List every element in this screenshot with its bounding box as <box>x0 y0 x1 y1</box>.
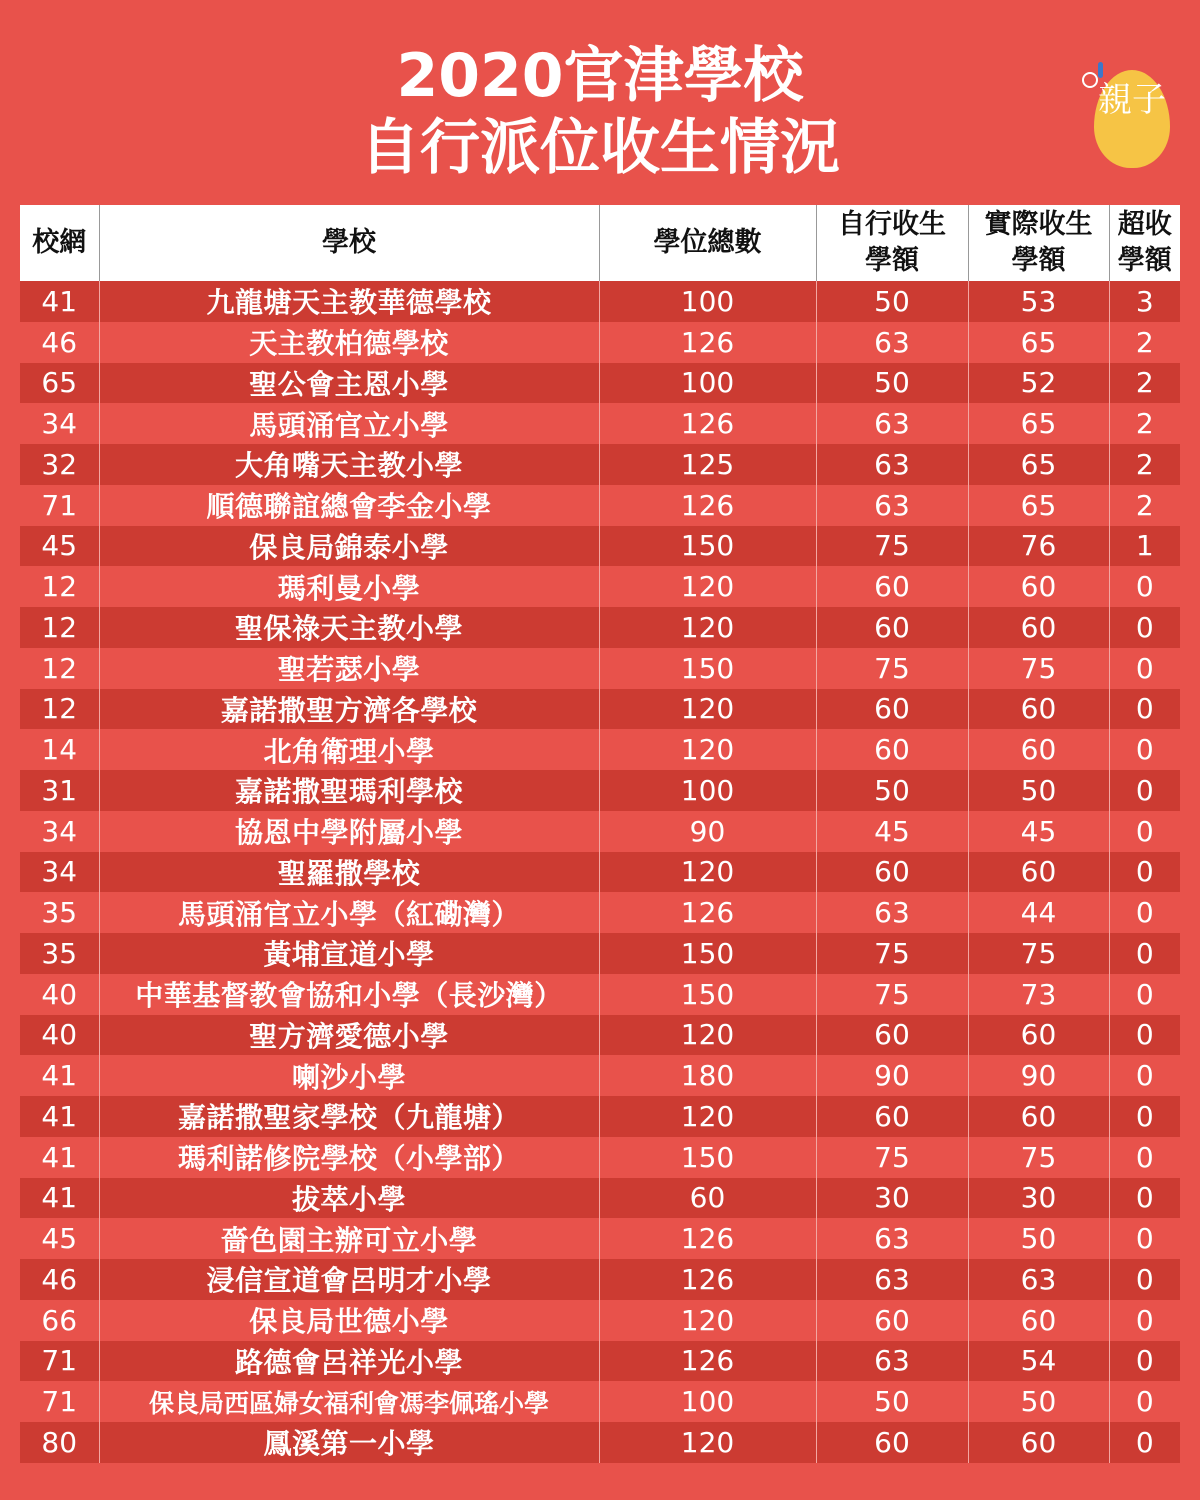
cell-discretionary-quota: 75 <box>816 526 968 567</box>
cell-total-places: 120 <box>599 1015 816 1056</box>
school-table <box>20 205 1180 1463</box>
cell-discretionary-quota: 75 <box>816 648 968 689</box>
cell-district: 41 <box>20 1137 99 1178</box>
header-district: 校網 <box>20 205 99 281</box>
cell-over-admitted: 2 <box>1109 322 1180 363</box>
cell-total-places: 120 <box>599 607 816 648</box>
table-row <box>20 1381 1180 1422</box>
cell-over-admitted: 0 <box>1109 689 1180 730</box>
logo-text: 親子 <box>1098 80 1166 120</box>
cell-total-places: 100 <box>599 1381 816 1422</box>
cell-over-admitted: 0 <box>1109 1422 1180 1463</box>
cell-discretionary-quota: 63 <box>816 1341 968 1382</box>
cell-over-admitted: 0 <box>1109 1096 1180 1137</box>
table-row <box>20 403 1180 444</box>
cell-total-places: 100 <box>599 363 816 404</box>
cell-school: 中華基督教會協和小學（長沙灣） <box>99 974 599 1015</box>
cell-over-admitted: 0 <box>1109 1341 1180 1382</box>
cell-total-places: 120 <box>599 1096 816 1137</box>
table-row <box>20 1055 1180 1096</box>
cell-over-admitted: 0 <box>1109 1218 1180 1259</box>
cell-school: 浸信宣道會呂明才小學 <box>99 1259 599 1300</box>
cell-over-admitted: 2 <box>1109 403 1180 444</box>
cell-discretionary-quota: 63 <box>816 444 968 485</box>
cell-total-places: 150 <box>599 974 816 1015</box>
table-row <box>20 363 1180 404</box>
cell-actual-admitted: 65 <box>968 403 1109 444</box>
cell-discretionary-quota: 60 <box>816 566 968 607</box>
cell-school: 馬頭涌官立小學 <box>99 403 599 444</box>
cell-discretionary-quota: 45 <box>816 811 968 852</box>
cell-district: 34 <box>20 852 99 893</box>
cell-over-admitted: 3 <box>1109 281 1180 322</box>
cell-district: 41 <box>20 1178 99 1219</box>
cell-district: 45 <box>20 526 99 567</box>
cell-discretionary-quota: 50 <box>816 770 968 811</box>
cell-school: 拔萃小學 <box>99 1178 599 1219</box>
cell-discretionary-quota: 75 <box>816 933 968 974</box>
cell-school: 聖方濟愛德小學 <box>99 1015 599 1056</box>
cell-district: 65 <box>20 363 99 404</box>
cell-district: 35 <box>20 933 99 974</box>
cell-total-places: 126 <box>599 892 816 933</box>
cell-actual-admitted: 60 <box>968 1422 1109 1463</box>
blue-dash-icon <box>1098 62 1103 78</box>
cell-district: 34 <box>20 403 99 444</box>
brand-logo <box>1080 62 1180 170</box>
cell-over-admitted: 0 <box>1109 1055 1180 1096</box>
cell-total-places: 120 <box>599 729 816 770</box>
table-row <box>20 444 1180 485</box>
cell-over-admitted: 0 <box>1109 933 1180 974</box>
cell-actual-admitted: 53 <box>968 281 1109 322</box>
cell-actual-admitted: 73 <box>968 974 1109 1015</box>
cell-discretionary-quota: 50 <box>816 1381 968 1422</box>
cell-district: 40 <box>20 974 99 1015</box>
cell-school: 馬頭涌官立小學（紅磡灣） <box>99 892 599 933</box>
cell-over-admitted: 0 <box>1109 566 1180 607</box>
header-school: 學校 <box>99 205 599 281</box>
page-title <box>0 40 1200 184</box>
cell-actual-admitted: 60 <box>968 566 1109 607</box>
cell-school: 保良局錦泰小學 <box>99 526 599 567</box>
cell-school: 嘉諾撒聖方濟各學校 <box>99 689 599 730</box>
cell-actual-admitted: 65 <box>968 444 1109 485</box>
cell-total-places: 60 <box>599 1178 816 1219</box>
cell-discretionary-quota: 50 <box>816 363 968 404</box>
table-row <box>20 689 1180 730</box>
cell-total-places: 125 <box>599 444 816 485</box>
header-over-admitted: 超收 學額 <box>1109 205 1180 281</box>
cell-total-places: 100 <box>599 770 816 811</box>
title-line-1: 2020官津學校 <box>396 41 804 111</box>
cell-over-admitted: 0 <box>1109 607 1180 648</box>
cell-total-places: 126 <box>599 322 816 363</box>
cell-discretionary-quota: 60 <box>816 689 968 730</box>
cell-discretionary-quota: 63 <box>816 403 968 444</box>
cell-over-admitted: 0 <box>1109 770 1180 811</box>
cell-discretionary-quota: 63 <box>816 485 968 526</box>
cell-total-places: 150 <box>599 1137 816 1178</box>
cell-over-admitted: 2 <box>1109 485 1180 526</box>
cell-total-places: 150 <box>599 526 816 567</box>
cell-total-places: 126 <box>599 403 816 444</box>
cell-school: 喇沙小學 <box>99 1055 599 1096</box>
cell-actual-admitted: 75 <box>968 933 1109 974</box>
cell-actual-admitted: 54 <box>968 1341 1109 1382</box>
cell-school: 路德會呂祥光小學 <box>99 1341 599 1382</box>
cell-district: 46 <box>20 1259 99 1300</box>
table-row <box>20 1137 1180 1178</box>
cell-school: 聖若瑟小學 <box>99 648 599 689</box>
cell-total-places: 180 <box>599 1055 816 1096</box>
cell-discretionary-quota: 60 <box>816 1422 968 1463</box>
cell-actual-admitted: 60 <box>968 1300 1109 1341</box>
cell-total-places: 90 <box>599 811 816 852</box>
cell-discretionary-quota: 60 <box>816 852 968 893</box>
cell-district: 80 <box>20 1422 99 1463</box>
table-row <box>20 648 1180 689</box>
cell-actual-admitted: 65 <box>968 322 1109 363</box>
cell-school: 嗇色園主辦可立小學 <box>99 1218 599 1259</box>
table-row <box>20 485 1180 526</box>
cell-actual-admitted: 60 <box>968 607 1109 648</box>
cell-discretionary-quota: 30 <box>816 1178 968 1219</box>
cell-discretionary-quota: 63 <box>816 1218 968 1259</box>
cell-discretionary-quota: 63 <box>816 322 968 363</box>
cell-total-places: 126 <box>599 1259 816 1300</box>
cell-district: 40 <box>20 1015 99 1056</box>
cell-actual-admitted: 90 <box>968 1055 1109 1096</box>
cell-school: 瑪利諾修院學校（小學部） <box>99 1137 599 1178</box>
table-row <box>20 526 1180 567</box>
cell-total-places: 120 <box>599 852 816 893</box>
header-discretionary-quota: 自行收生 學額 <box>816 205 968 281</box>
cell-total-places: 126 <box>599 1341 816 1382</box>
cell-district: 41 <box>20 1055 99 1096</box>
cell-discretionary-quota: 75 <box>816 974 968 1015</box>
cell-total-places: 150 <box>599 933 816 974</box>
cell-district: 32 <box>20 444 99 485</box>
cell-actual-admitted: 65 <box>968 485 1109 526</box>
cell-over-admitted: 0 <box>1109 1381 1180 1422</box>
table-body <box>20 281 1180 1463</box>
cell-school: 鳳溪第一小學 <box>99 1422 599 1463</box>
cell-district: 46 <box>20 322 99 363</box>
cell-district: 71 <box>20 1381 99 1422</box>
cell-actual-admitted: 63 <box>968 1259 1109 1300</box>
cell-school: 嘉諾撒聖家學校（九龍塘） <box>99 1096 599 1137</box>
cell-actual-admitted: 60 <box>968 729 1109 770</box>
cell-total-places: 126 <box>599 1218 816 1259</box>
cell-school: 保良局世德小學 <box>99 1300 599 1341</box>
table-row <box>20 1096 1180 1137</box>
cell-over-admitted: 0 <box>1109 811 1180 852</box>
cell-over-admitted: 1 <box>1109 526 1180 567</box>
cell-district: 12 <box>20 648 99 689</box>
cell-actual-admitted: 50 <box>968 1218 1109 1259</box>
cell-actual-admitted: 50 <box>968 770 1109 811</box>
table-row <box>20 729 1180 770</box>
cell-school: 天主教柏德學校 <box>99 322 599 363</box>
cell-school: 瑪利曼小學 <box>99 566 599 607</box>
cell-total-places: 126 <box>599 485 816 526</box>
table-row <box>20 852 1180 893</box>
cell-district: 41 <box>20 1096 99 1137</box>
cell-over-admitted: 0 <box>1109 852 1180 893</box>
cell-district: 45 <box>20 1218 99 1259</box>
cell-district: 12 <box>20 689 99 730</box>
cell-school: 保良局西區婦女福利會馮李佩瑤小學 <box>99 1381 599 1422</box>
cell-district: 66 <box>20 1300 99 1341</box>
table-row <box>20 1422 1180 1463</box>
table-row <box>20 974 1180 1015</box>
cell-total-places: 100 <box>599 281 816 322</box>
cell-actual-admitted: 50 <box>968 1381 1109 1422</box>
cell-total-places: 150 <box>599 648 816 689</box>
cell-school: 北角衛理小學 <box>99 729 599 770</box>
cell-school: 大角嘴天主教小學 <box>99 444 599 485</box>
cell-over-admitted: 0 <box>1109 1137 1180 1178</box>
cell-district: 12 <box>20 566 99 607</box>
cell-actual-admitted: 75 <box>968 1137 1109 1178</box>
header-total-places: 學位總數 <box>599 205 816 281</box>
cell-actual-admitted: 44 <box>968 892 1109 933</box>
cell-over-admitted: 0 <box>1109 892 1180 933</box>
cell-actual-admitted: 60 <box>968 852 1109 893</box>
cell-discretionary-quota: 63 <box>816 892 968 933</box>
cell-discretionary-quota: 75 <box>816 1137 968 1178</box>
cell-discretionary-quota: 50 <box>816 281 968 322</box>
cell-total-places: 120 <box>599 566 816 607</box>
cell-over-admitted: 0 <box>1109 1178 1180 1219</box>
cell-school: 九龍塘天主教華德學校 <box>99 281 599 322</box>
cell-school: 嘉諾撒聖瑪利學校 <box>99 770 599 811</box>
header-actual-admitted: 實際收生 學額 <box>968 205 1109 281</box>
cell-school: 協恩中學附屬小學 <box>99 811 599 852</box>
cell-over-admitted: 0 <box>1109 1015 1180 1056</box>
table-row <box>20 1259 1180 1300</box>
cell-over-admitted: 0 <box>1109 729 1180 770</box>
cell-total-places: 120 <box>599 689 816 730</box>
cell-over-admitted: 0 <box>1109 974 1180 1015</box>
cell-over-admitted: 2 <box>1109 363 1180 404</box>
cell-total-places: 120 <box>599 1422 816 1463</box>
cell-actual-admitted: 60 <box>968 689 1109 730</box>
cell-over-admitted: 0 <box>1109 1259 1180 1300</box>
cell-over-admitted: 0 <box>1109 648 1180 689</box>
title-line-2: 自行派位收生情況 <box>360 113 840 183</box>
cell-discretionary-quota: 60 <box>816 1096 968 1137</box>
cell-discretionary-quota: 63 <box>816 1259 968 1300</box>
cell-discretionary-quota: 60 <box>816 607 968 648</box>
cell-district: 31 <box>20 770 99 811</box>
table-row <box>20 322 1180 363</box>
cell-discretionary-quota: 60 <box>816 1300 968 1341</box>
cell-school: 聖保祿天主教小學 <box>99 607 599 648</box>
cell-actual-admitted: 76 <box>968 526 1109 567</box>
cell-actual-admitted: 52 <box>968 363 1109 404</box>
cell-school: 順德聯誼總會李金小學 <box>99 485 599 526</box>
cell-district: 71 <box>20 485 99 526</box>
cell-actual-admitted: 75 <box>968 648 1109 689</box>
table-row <box>20 892 1180 933</box>
table-row <box>20 1300 1180 1341</box>
table-row <box>20 607 1180 648</box>
cell-over-admitted: 2 <box>1109 444 1180 485</box>
table-row <box>20 811 1180 852</box>
cell-school: 聖公會主恩小學 <box>99 363 599 404</box>
cell-district: 34 <box>20 811 99 852</box>
cell-over-admitted: 0 <box>1109 1300 1180 1341</box>
cell-district: 71 <box>20 1341 99 1382</box>
table-header-row <box>20 205 1180 281</box>
cell-discretionary-quota: 60 <box>816 729 968 770</box>
cell-actual-admitted: 45 <box>968 811 1109 852</box>
table-row <box>20 933 1180 974</box>
table-row <box>20 770 1180 811</box>
cell-district: 12 <box>20 607 99 648</box>
cell-actual-admitted: 30 <box>968 1178 1109 1219</box>
table-row <box>20 1341 1180 1382</box>
cell-district: 41 <box>20 281 99 322</box>
table-row <box>20 1218 1180 1259</box>
cell-actual-admitted: 60 <box>968 1015 1109 1056</box>
cell-actual-admitted: 60 <box>968 1096 1109 1137</box>
cell-district: 35 <box>20 892 99 933</box>
cell-discretionary-quota: 90 <box>816 1055 968 1096</box>
cell-total-places: 120 <box>599 1300 816 1341</box>
cell-discretionary-quota: 60 <box>816 1015 968 1056</box>
cell-school: 黃埔宣道小學 <box>99 933 599 974</box>
table-row <box>20 281 1180 322</box>
cell-school: 聖羅撒學校 <box>99 852 599 893</box>
cell-district: 14 <box>20 729 99 770</box>
table-row <box>20 1015 1180 1056</box>
table-row <box>20 566 1180 607</box>
table-row <box>20 1178 1180 1219</box>
